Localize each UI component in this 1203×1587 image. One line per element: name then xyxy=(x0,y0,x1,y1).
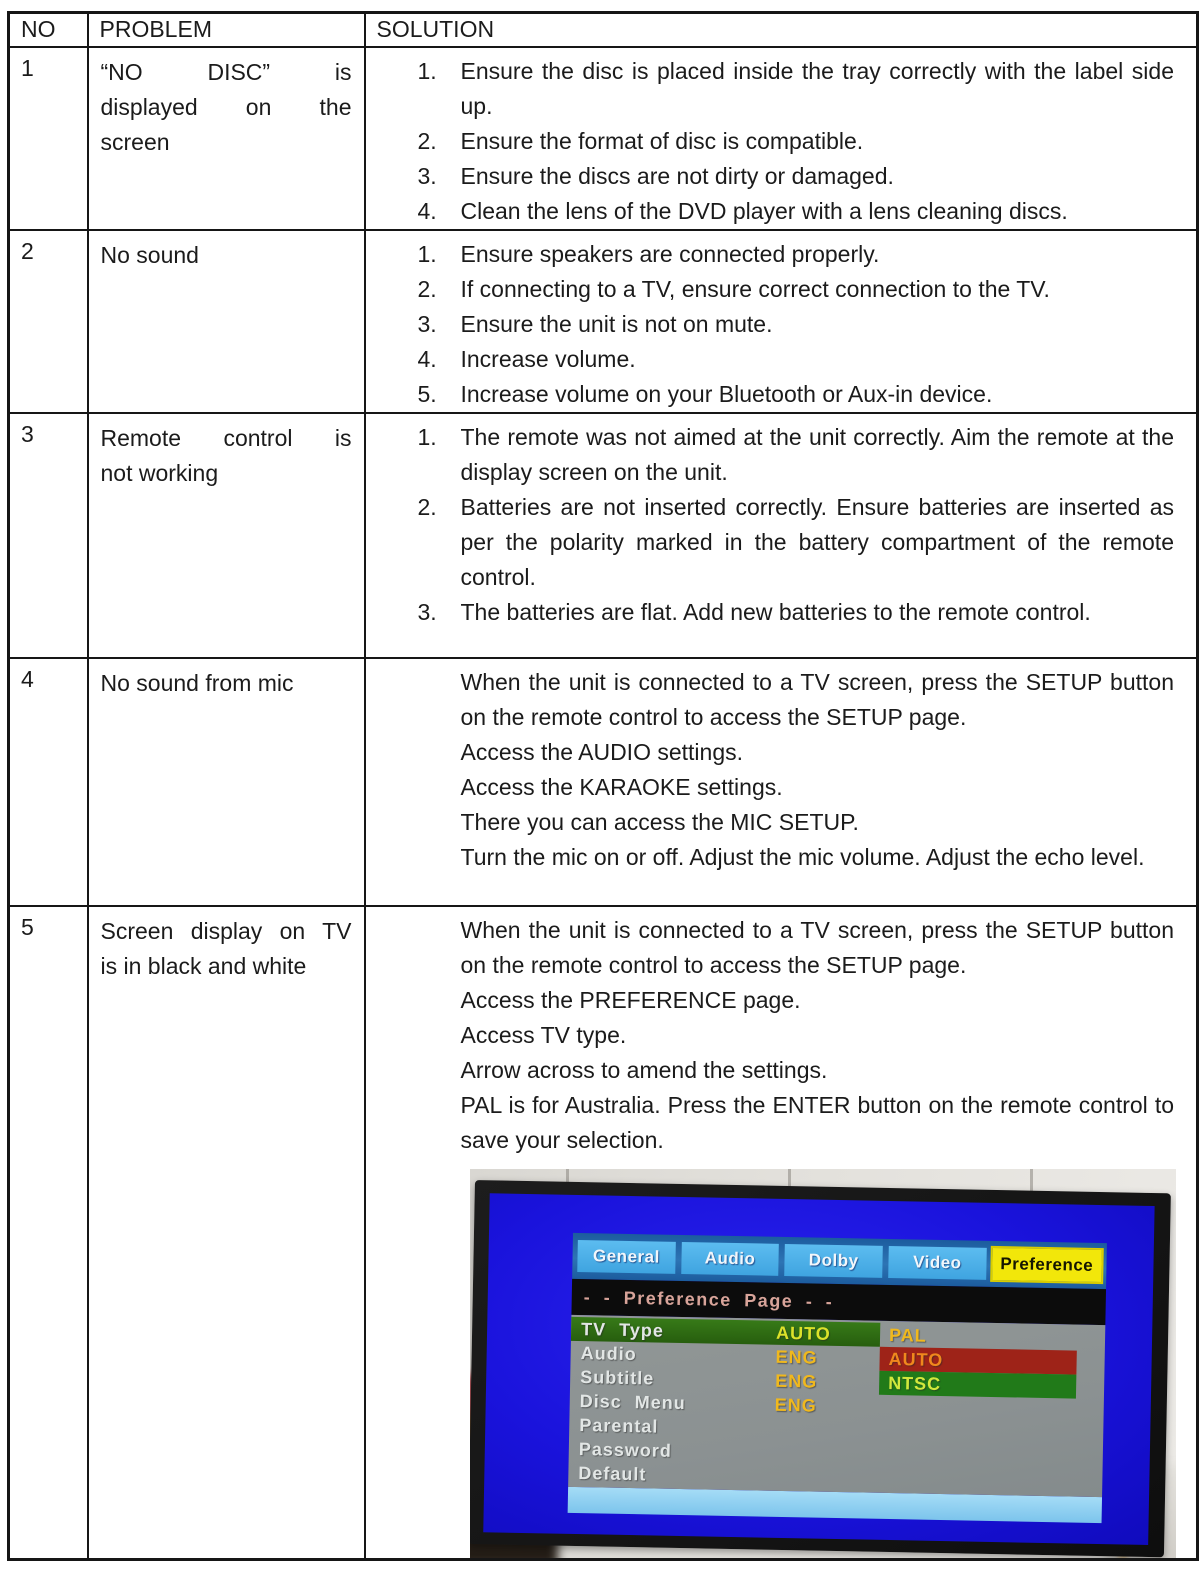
menu-item-value: ENG xyxy=(774,1346,818,1368)
problem-line: No sound xyxy=(100,241,199,268)
solution-item: Clean the lens of the DVD player with a lens cleaning discs. xyxy=(460,197,1068,224)
solution-item: Ensure the discs are not dirty or damaged. xyxy=(460,162,894,189)
row-1-problem xyxy=(88,47,365,230)
table-row xyxy=(9,230,1198,413)
tab-video: Video xyxy=(888,1245,986,1279)
solution-item: The batteries are flat. Add new batteries to the remote control. xyxy=(460,598,1091,625)
header-problem: PROBLEM xyxy=(88,13,365,47)
table-row xyxy=(9,906,1198,1560)
tv-screen xyxy=(483,1193,1154,1545)
row-4-problem xyxy=(88,658,365,906)
menu-item-label: Disc Menu xyxy=(579,1390,686,1413)
row-4-no: 4 xyxy=(9,658,88,906)
menu-body xyxy=(568,1314,1105,1496)
solution-item: Increase volume. xyxy=(460,345,636,372)
solution-list xyxy=(366,237,1175,412)
solution-paragraph: Access the KARAOKE settings. xyxy=(460,773,783,800)
tv-setup-photo xyxy=(470,1169,1176,1558)
tab-audio: Audio xyxy=(680,1241,778,1275)
solution-item: Batteries are not inserted correctly. Ensure batteries are inserted as per the polarity marked in the battery compartment of the remote control. xyxy=(460,493,1174,590)
menu-item-value: ENG xyxy=(774,1370,817,1392)
troubleshooting-table xyxy=(7,11,1199,1561)
solution-item: Ensure the disc is placed inside the tray correctly with the label side up. xyxy=(460,57,1174,119)
menu-item-label: Parental xyxy=(578,1414,659,1437)
header-no: NO xyxy=(9,13,88,47)
problem-line: Screen display on TV xyxy=(100,917,352,944)
row-2-solution xyxy=(365,230,1198,413)
menu-item-value: ENG xyxy=(774,1394,817,1416)
solution-paragraph: Turn the mic on or off. Adjust the mic volume. Adjust the echo level. xyxy=(460,843,1145,870)
menu-item-value: AUTO xyxy=(775,1322,831,1344)
solution-item: If connecting to a TV, ensure correct connection to the TV. xyxy=(460,275,1050,302)
solution-paragraph: PAL is for Australia. Press the ENTER button on the remote control to save your selection. xyxy=(460,1091,1174,1153)
menu-item-label: Subtitle xyxy=(579,1366,654,1388)
problem-line: No sound from mic xyxy=(100,669,294,696)
tv-bezel xyxy=(470,1180,1171,1557)
solution-paragraph: When the unit is connected to a TV screen, press the SETUP button on the remote control to access the SETUP page. xyxy=(460,916,1174,978)
table-header-row xyxy=(9,13,1198,47)
solution-paragraph: There you can access the MIC SETUP. xyxy=(460,808,859,835)
page-title: - - Preference Page - - xyxy=(583,1286,833,1312)
solution-paragraph: Access TV type. xyxy=(460,1021,627,1048)
problem-line: not working xyxy=(100,459,219,486)
solution-item: Increase volume on your Bluetooth or Aux-in device. xyxy=(460,380,993,407)
table-row xyxy=(9,658,1198,906)
option-pal: PAL xyxy=(888,1324,927,1346)
row-3-no: 3 xyxy=(9,413,88,658)
tab-preference: Preference xyxy=(991,1247,1101,1281)
problem-line: screen xyxy=(100,128,170,155)
option-auto: AUTO xyxy=(879,1346,1076,1374)
row-5-solution xyxy=(365,906,1198,1560)
menu-item-label: Audio xyxy=(580,1342,637,1364)
header-solution: SOLUTION xyxy=(365,13,1198,47)
problem-line: “NO DISC” is xyxy=(100,58,352,85)
row-2-no: 2 xyxy=(9,230,88,413)
solution-paragraph: When the unit is connected to a TV screen, press the SETUP button on the remote control to access the SETUP page. xyxy=(460,668,1174,730)
row-3-solution xyxy=(365,413,1198,658)
row-4-solution xyxy=(365,658,1198,906)
problem-line: displayed on the xyxy=(100,93,352,120)
menu-item-label: TV Type xyxy=(580,1318,664,1341)
solution-item: Ensure speakers are connected properly. xyxy=(460,240,880,267)
row-5-problem xyxy=(88,906,365,1560)
solution-item: Ensure the unit is not on mute. xyxy=(460,310,773,337)
problem-line: Remote control is xyxy=(100,424,352,451)
solution-list xyxy=(366,54,1175,229)
option-ntsc: NTSC xyxy=(878,1370,1075,1398)
solution-paragraph: Access the AUDIO settings. xyxy=(460,738,744,765)
menu-item-label: Password xyxy=(578,1438,672,1461)
solution-paragraph: Arrow across to amend the settings. xyxy=(460,1056,828,1083)
tab-dolby: Dolby xyxy=(784,1243,882,1277)
dvd-setup-menu xyxy=(567,1232,1106,1522)
table-row xyxy=(9,47,1198,230)
menu-item-label: Default xyxy=(577,1462,647,1484)
row-2-problem xyxy=(88,230,365,413)
tab-general: General xyxy=(577,1239,675,1273)
solution-item: Ensure the format of disc is compatible. xyxy=(460,127,864,154)
solution-paragraph: Access the PREFERENCE page. xyxy=(460,986,801,1013)
row-1-no: 1 xyxy=(9,47,88,230)
table-row xyxy=(9,413,1198,658)
row-1-solution xyxy=(365,47,1198,230)
row-5-no: 5 xyxy=(9,906,88,1560)
solution-list xyxy=(366,420,1175,630)
tv-type-options xyxy=(878,1322,1076,1398)
row-3-problem xyxy=(88,413,365,658)
problem-line: is in black and white xyxy=(100,952,307,979)
solution-item: The remote was not aimed at the unit correctly. Aim the remote at the display screen on the unit. xyxy=(460,423,1174,485)
